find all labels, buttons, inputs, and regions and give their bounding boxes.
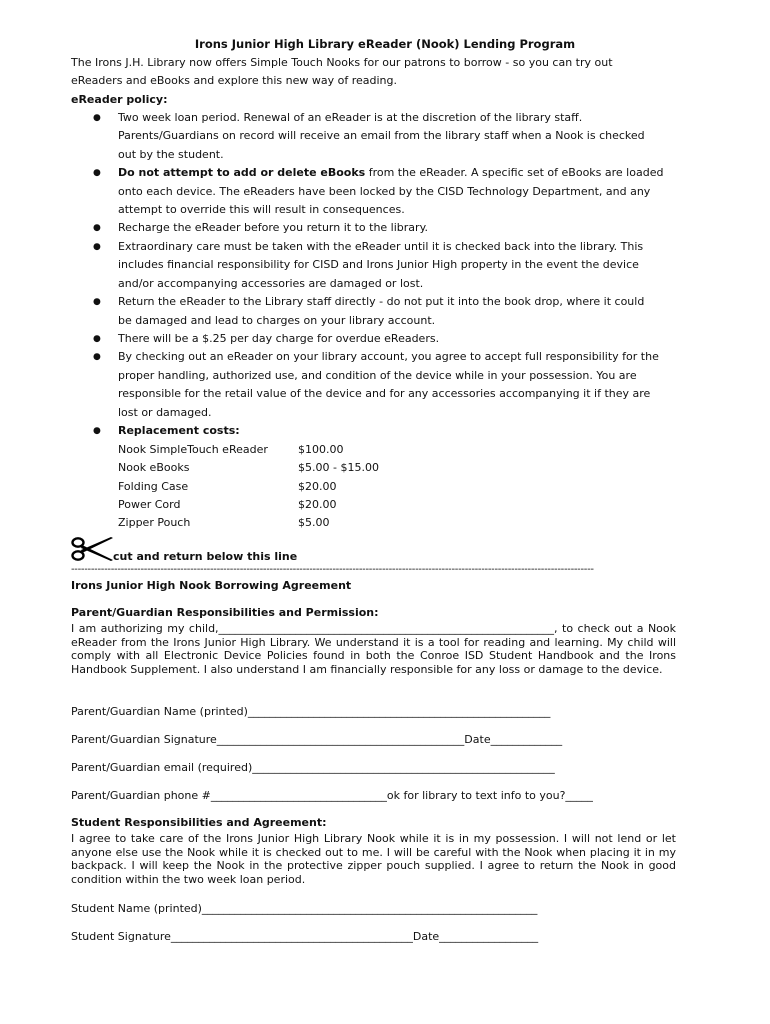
policy-4-line-2: includes financial responsibility for CISD and Irons Junior High property in the event the device bbox=[118, 258, 639, 271]
bullet-6: ● bbox=[93, 334, 101, 344]
policy-4-line-1: Extraordinary care must be taken with the eReader until it is checked back into the library. This bbox=[118, 240, 644, 253]
policy-5-line-1: Return the eReader to the Library staff directly - do not put it into the book drop, where it could bbox=[118, 295, 645, 308]
bullet-4: ● bbox=[93, 242, 101, 252]
policy-heading: eReader policy: bbox=[71, 93, 168, 106]
student-heading: Student Responsibilities and Agreement: bbox=[71, 816, 327, 829]
cost-price: $100.00 bbox=[298, 443, 344, 456]
intro-line-2: eReaders and eBooks and explore this new way of reading. bbox=[71, 74, 397, 87]
policy-7-line-4: lost or damaged. bbox=[118, 406, 212, 419]
bullet-3: ● bbox=[93, 223, 101, 233]
bullet-8: ● bbox=[93, 426, 101, 436]
cost-item: Folding Case bbox=[118, 480, 189, 493]
student-paragraph: I agree to take care of the Irons Junior High Library Nook while it is in my possession. I will not lend or let anyone else use the Nook while it is checked out to me. I will be careful with the Nook when placing it in my backpack. I will keep the Nook in the protective zipper pouch supplied. I agree to return the Nook in good condition within the two week loan period. bbox=[71, 832, 676, 887]
cost-item: Power Cord bbox=[118, 498, 181, 511]
student-name-field[interactable]: Student Name (printed)_____________________________________________________________ bbox=[71, 902, 538, 915]
parent-heading: Parent/Guardian Responsibilities and Permission: bbox=[71, 606, 379, 619]
bullet-7: ● bbox=[93, 352, 101, 362]
agreement-title: Irons Junior High Nook Borrowing Agreement bbox=[71, 579, 352, 592]
parent-paragraph: I am authorizing my child,_____________________________________________________________, to check out a Nook eReader from the Irons Junior High Library. We understand it is a tool for reading and learning. My child will comply with all Electronic Device Policies found in both the Conroe ISD Student Handbook and the Irons Handbook Supplement. I also understand I am financially responsible for any loss or damage to the device. bbox=[71, 622, 676, 677]
bullet-5: ● bbox=[93, 297, 101, 307]
bullet-1: ● bbox=[93, 113, 101, 123]
policy-2-line-3: attempt to override this will result in consequences. bbox=[118, 203, 405, 216]
policy-1-line-1: Two week loan period. Renewal of an eReader is at the discretion of the library staff. bbox=[118, 111, 583, 124]
policy-7-line-1: By checking out an eReader on your library account, you agree to accept full responsibility for the bbox=[118, 350, 659, 363]
cost-price: $5.00 - $15.00 bbox=[298, 461, 379, 474]
policy-6-line-1: There will be a $.25 per day charge for overdue eReaders. bbox=[118, 332, 440, 345]
parent-email-field[interactable]: Parent/Guardian email (required)_______________________________________________________ bbox=[71, 761, 555, 774]
parent-name-field[interactable]: Parent/Guardian Name (printed)_______________________________________________________ bbox=[71, 705, 551, 718]
scissors-icon bbox=[70, 536, 114, 562]
intro-line-1: The Irons J.H. Library now offers Simple Touch Nooks for our patrons to borrow - so you can try out bbox=[71, 56, 613, 69]
policy-2-line-2: onto each device. The eReaders have been locked by the CISD Technology Department, and any bbox=[118, 185, 651, 198]
policy-2-rest: from the eReader. A specific set of eBooks are loaded bbox=[365, 166, 664, 179]
parent-signature-field[interactable]: Parent/Guardian Signature_____________________________________________Date_____________ bbox=[71, 733, 563, 746]
cost-item: Nook SimpleTouch eReader bbox=[118, 443, 268, 456]
cost-price: $20.00 bbox=[298, 498, 337, 511]
bullet-2: ● bbox=[93, 168, 101, 178]
policy-2-bold: Do not attempt to add or delete eBooks bbox=[118, 166, 366, 179]
policy-2-line-1 bbox=[118, 166, 663, 180]
cost-item: Nook eBooks bbox=[118, 461, 190, 474]
policy-5-line-2: be damaged and lead to charges on your library account. bbox=[118, 314, 436, 327]
document-title: Irons Junior High Library eReader (Nook) Lending Program bbox=[194, 37, 576, 51]
cost-price: $20.00 bbox=[298, 480, 337, 493]
cut-line: -------------------------------------------------------------------------------------------------------------------------------------------------------------- bbox=[71, 564, 594, 575]
cost-item: Zipper Pouch bbox=[118, 516, 191, 529]
parent-phone-field[interactable]: Parent/Guardian phone #________________________________ok for library to text info to you?_____ bbox=[71, 789, 593, 802]
policy-7-line-3: responsible for the retail value of the device and for any accessories accompanying it if they are bbox=[118, 387, 651, 400]
cut-label: cut and return below this line bbox=[113, 550, 298, 563]
policy-3-line-1: Recharge the eReader before you return it to the library. bbox=[118, 221, 429, 234]
policy-4-line-3: and/or accompanying accessories are damaged or lost. bbox=[118, 277, 424, 290]
cost-price: $5.00 bbox=[298, 516, 330, 529]
policy-1-line-2: Parents/Guardians on record will receive an email from the library staff when a Nook is checked bbox=[118, 129, 645, 142]
policy-7-line-2: proper handling, authorized use, and condition of the device while in your possession. You are bbox=[118, 369, 637, 382]
replacement-costs-heading: Replacement costs: bbox=[118, 424, 240, 437]
student-signature-field[interactable]: Student Signature____________________________________________Date__________________ bbox=[71, 930, 539, 943]
policy-1-line-3: out by the student. bbox=[118, 148, 224, 161]
